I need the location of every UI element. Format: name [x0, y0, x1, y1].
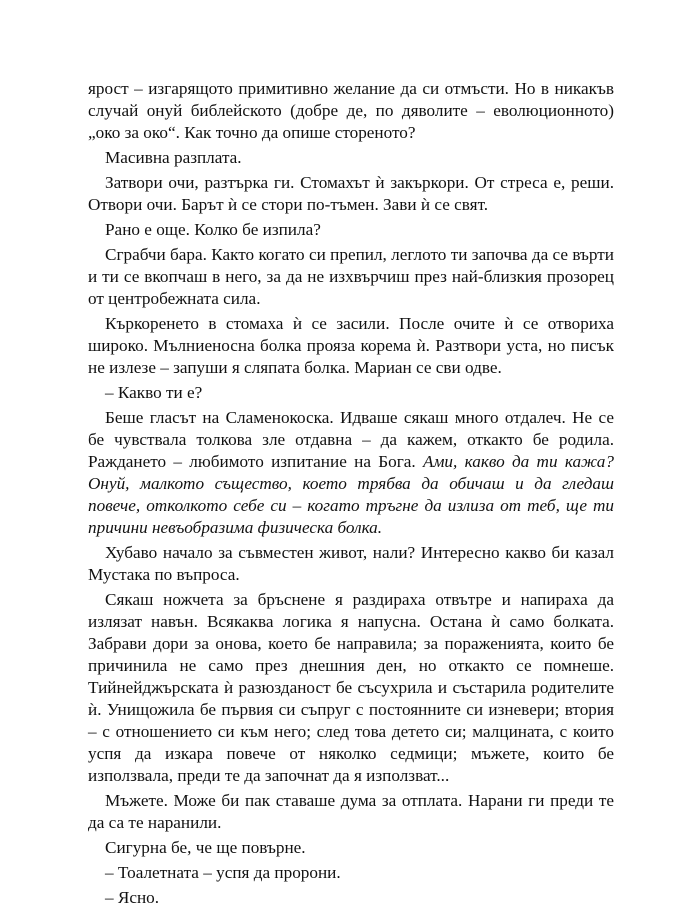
page-body — [88, 78, 614, 912]
paragraph: ярост – изгарящото примитивно желание да си отмъсти. Но в никакъв случай онуй библейското (добре де, по дяволите – еволюционното) „око за око“. Как точно да опише стореното? — [88, 79, 614, 142]
paragraph: Сграбчи бара. Както когато си препил, леглото ти започва да се върти и ти се вкопчаш в него, за да не изхвърчиш през най-близкия прозорец от центробежната сила. — [88, 245, 614, 308]
paragraph: Затвори очи, разтърка ги. Стомахът ѝ закъркори. От стреса е, реши. Отвори очи. Барът ѝ се стори по-тъмен. Зави ѝ се свят. — [88, 173, 614, 214]
paragraph: Масивна разплата. — [105, 148, 242, 167]
paragraph: – Какво ти е? — [105, 383, 203, 402]
paragraph: – Тоалетната – успя да пророни. — [105, 863, 341, 882]
paragraph: Мъжете. Може би пак ставаше дума за отплата. Нарани ги преди те да са те наранили. — [88, 791, 614, 832]
paragraph — [88, 407, 614, 539]
paragraph: Сигурна бе, че ще повърне. — [105, 838, 306, 857]
paragraph: Хубаво начало за съвместен живот, нали? Интересно какво би казал Мустака по въпроса. — [88, 543, 614, 584]
paragraph-italic-text: Ами, какво да ти кажа? Онуй, малкото същество, което трябва да обичаш и да гледаш повече, отколкото себе си – когато тръгне да излиза от теб, ще ти причини невъобразима физическа болка. — [88, 452, 614, 537]
paragraph: Рано е още. Колко бе изпила? — [105, 220, 321, 239]
paragraph: – Ясно. — [105, 888, 160, 907]
paragraph: Къркоренето в стомаха ѝ се засили. После очите ѝ се отвориха широко. Мълниеносна болка прояза корема ѝ. Разтвори уста, но писък не излезе – запуши я сляпата болка. Мариан се сви одве. — [88, 314, 614, 377]
paragraph-text: Беше гласът на Сламенокоска. Идваше сякаш много отдалеч. Не се бе чувствала толкова зле отдавна – да кажем, откакто бе родила. Раждането – любимото изпитание на Бога. — [88, 408, 614, 471]
paragraph: Сякаш ножчета за бръснене я раздираха отвътре и напираха да излязат навън. Всякаква логика я напусна. Остана ѝ само болката. Забрави дори за онова, което бе направила; за пораженията, които бе причинила не само през днешния ден, но откакто се помнеше. Тийнейджърската ѝ разюзданост бе съсухрила и състарила родителите ѝ. Унищожила бе първия си съпруг с постоянните си изневери; втория – с отношението си към него; след това детето си; малцината, с които успя да изкара повече от няколко седмици; мъжете, които бе използвала, преди те да започнат да я използват... — [88, 590, 614, 785]
